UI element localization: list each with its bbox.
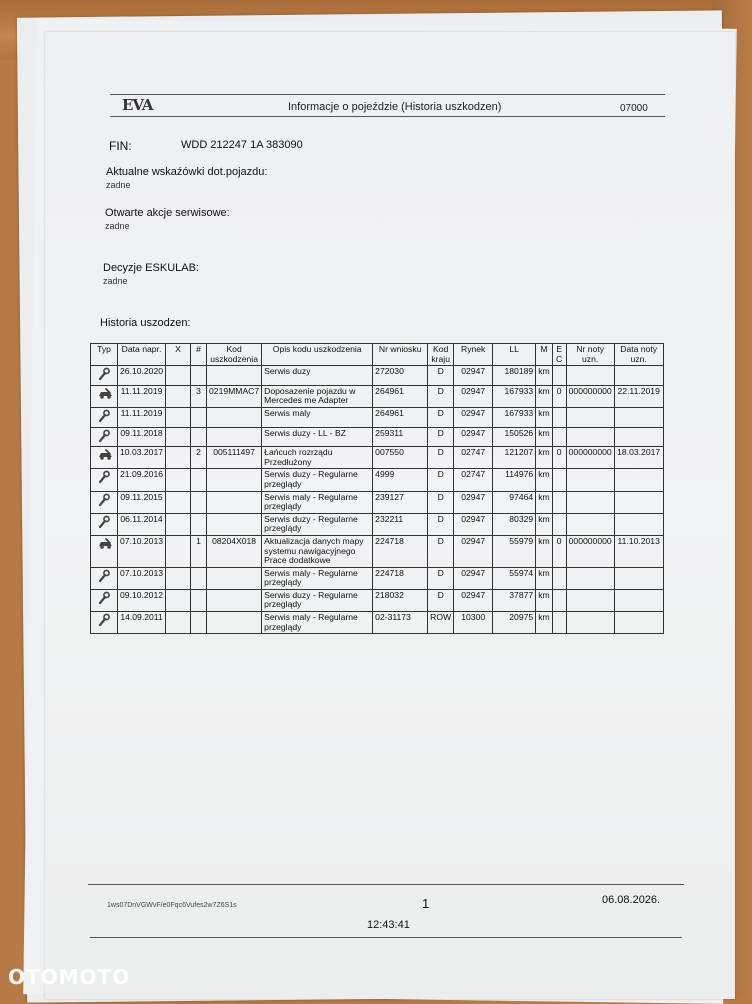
wrench-icon xyxy=(97,613,111,627)
cell-datanoty xyxy=(614,469,663,491)
cell-rynek: 02747 xyxy=(454,469,493,491)
cell-nr: 224718 xyxy=(373,535,428,567)
row-type-cell xyxy=(91,589,118,611)
cell-ec xyxy=(552,513,566,535)
cell-n xyxy=(191,407,207,427)
cell-x xyxy=(166,491,191,513)
cell-m: km xyxy=(536,612,552,634)
footer-bottom-rule xyxy=(90,937,682,938)
cell-rynek: 02947 xyxy=(454,491,493,513)
cell-nota xyxy=(566,366,614,386)
cell-data: 11.11.2019 xyxy=(118,385,166,407)
otomoto-watermark: OTOMOTO xyxy=(8,965,131,989)
cell-ec xyxy=(552,589,566,611)
row-type-cell xyxy=(91,612,118,634)
cell-ec xyxy=(552,469,566,491)
cell-datanoty: 22.11.2019 xyxy=(614,385,663,407)
cell-nota: 000000000 xyxy=(566,447,614,469)
cell-ec xyxy=(552,567,566,589)
cell-m: km xyxy=(536,513,552,535)
document-id: 1ws07DnVGWvF/e0Fqc6Vufes2w7Z6S1s xyxy=(107,902,237,909)
cell-opis: Serwis maly xyxy=(262,407,373,427)
cell-ll: 180189 xyxy=(493,366,536,386)
cell-ll: 55979 xyxy=(493,535,536,567)
table-row xyxy=(91,366,664,386)
cell-m: km xyxy=(536,447,552,469)
col-m: M xyxy=(536,344,552,366)
cell-opis: Serwis maly - Regularne przeglądy xyxy=(262,612,373,634)
cell-kraj: D xyxy=(428,366,454,386)
cell-rynek: 02947 xyxy=(454,427,493,447)
cell-kraj: D xyxy=(428,385,454,407)
cell-x xyxy=(166,385,191,407)
header-bottom-rule xyxy=(110,116,665,117)
cell-data: 21.09.2016 xyxy=(118,469,166,491)
fin-value: WDD 212247 1A 383090 xyxy=(181,139,303,151)
table-row xyxy=(91,491,664,513)
cell-x xyxy=(166,589,191,611)
wrench-icon xyxy=(97,515,111,529)
car-damage-icon xyxy=(97,448,111,462)
cell-nr: 224718 xyxy=(373,567,428,589)
wrench-icon xyxy=(97,429,111,443)
history-table xyxy=(90,343,664,634)
row-type-cell xyxy=(91,469,118,491)
table-row xyxy=(91,567,664,589)
cell-n xyxy=(191,513,207,535)
section-value-notes: zadne xyxy=(106,180,131,190)
cell-m: km xyxy=(536,366,552,386)
col-data: Data napr. xyxy=(118,344,166,366)
cell-datanoty xyxy=(614,589,663,611)
cell-rynek: 02947 xyxy=(454,366,493,386)
cell-opis: Doposazenie pojazdu w Mercedes me Adapter xyxy=(262,385,373,407)
cell-x xyxy=(166,447,191,469)
row-type-cell xyxy=(91,513,118,535)
table-row xyxy=(91,447,664,469)
cell-m: km xyxy=(536,535,552,567)
cell-ec: 0 xyxy=(552,447,566,469)
cell-nota xyxy=(566,427,614,447)
cell-nr: 007550 xyxy=(373,447,428,469)
cell-ec: 0 xyxy=(552,385,566,407)
cell-datanoty xyxy=(614,513,663,535)
cell-data: 09.10.2012 xyxy=(118,589,166,611)
cell-m: km xyxy=(536,427,552,447)
cell-x xyxy=(166,535,191,567)
footer-top-rule xyxy=(88,884,684,885)
cell-kraj: D xyxy=(428,567,454,589)
history-label: Historia uszodzen: xyxy=(100,317,191,329)
cell-kod xyxy=(207,366,262,386)
cell-nota: 000000000 xyxy=(566,535,614,567)
cell-rynek: 02947 xyxy=(454,513,493,535)
cell-x xyxy=(166,612,191,634)
cell-m: km xyxy=(536,385,552,407)
col-kod-kraju: Kod kraju xyxy=(428,344,454,366)
history-table-body xyxy=(91,366,664,634)
cell-datanoty xyxy=(614,366,663,386)
cell-opis: Aktualizacja danych mapy systemu nawigacyjnego Prace dodatkowe xyxy=(262,535,373,567)
cell-opis: Serwis duzy - Regularne przeglądy xyxy=(262,469,373,491)
wrench-icon xyxy=(97,470,111,484)
cell-x xyxy=(166,407,191,427)
cell-rynek: 02947 xyxy=(454,407,493,427)
section-label-notes: Aktualne wskaźówki dot.pojazdu: xyxy=(106,166,268,178)
table-row xyxy=(91,612,664,634)
cell-n xyxy=(191,589,207,611)
cell-kod: 005111497 xyxy=(207,447,262,469)
col-typ: Typ xyxy=(91,344,118,366)
section-value-service-actions: zadne xyxy=(105,221,130,231)
cell-kod xyxy=(207,427,262,447)
cell-rynek: 02947 xyxy=(454,567,493,589)
cell-kraj: D xyxy=(428,513,454,535)
cell-ll: 37877 xyxy=(493,589,536,611)
car-damage-icon xyxy=(97,537,111,551)
cell-ll: 55974 xyxy=(493,567,536,589)
header-top-rule xyxy=(110,94,665,95)
cell-opis: Serwis maly - Regularne przeglądy xyxy=(262,567,373,589)
cell-kod xyxy=(207,567,262,589)
col-ec: E C xyxy=(552,344,566,366)
col-nr-noty: Nr noty uzn. xyxy=(566,344,614,366)
cell-rynek: 02947 xyxy=(454,589,493,611)
cell-nr: 4999 xyxy=(373,469,428,491)
col-ll: LL xyxy=(493,344,536,366)
document-code: 07000 xyxy=(620,103,648,114)
cell-nota xyxy=(566,407,614,427)
col-data-noty: Data noty uzn. xyxy=(614,344,663,366)
cell-ll: 150526 xyxy=(493,427,536,447)
row-type-cell xyxy=(91,447,118,469)
col-number: # xyxy=(191,344,207,366)
cell-data: 06.11.2014 xyxy=(118,513,166,535)
cell-nota xyxy=(566,513,614,535)
cell-x xyxy=(166,366,191,386)
cell-datanoty xyxy=(614,567,663,589)
wrench-icon xyxy=(97,367,111,381)
cell-n xyxy=(191,366,207,386)
cell-nota xyxy=(566,612,614,634)
cell-data: 09.11.2018 xyxy=(118,427,166,447)
cell-n xyxy=(191,491,207,513)
cell-datanoty xyxy=(614,612,663,634)
row-type-cell xyxy=(91,366,118,386)
table-row xyxy=(91,469,664,491)
cell-ec: 0 xyxy=(552,535,566,567)
car-damage-icon xyxy=(97,387,111,401)
wrench-icon xyxy=(97,591,111,605)
cell-nr: 239127 xyxy=(373,491,428,513)
table-row xyxy=(91,427,664,447)
cell-ec xyxy=(552,612,566,634)
cell-n xyxy=(191,612,207,634)
table-header-row xyxy=(91,344,664,366)
print-date: 06.08.2026. xyxy=(602,894,661,906)
cell-nota: 000000000 xyxy=(566,385,614,407)
cell-ll: 121207 xyxy=(493,447,536,469)
cell-nota xyxy=(566,567,614,589)
cell-opis: Serwis duzy - Regularne przeglądy xyxy=(262,589,373,611)
cell-ll: 167933 xyxy=(493,385,536,407)
section-value-eskulab: zadne xyxy=(103,276,128,286)
cell-kod xyxy=(207,513,262,535)
table-row xyxy=(91,513,664,535)
cell-data: 09.11.2015 xyxy=(118,491,166,513)
cell-n xyxy=(191,427,207,447)
cell-kod: 0219MMAC7 xyxy=(207,385,262,407)
cell-datanoty: 18.03.2017 xyxy=(614,447,663,469)
cell-data: 07.10.2013 xyxy=(118,535,166,567)
row-type-cell xyxy=(91,407,118,427)
wrench-icon xyxy=(97,409,111,423)
cell-rynek: 02947 xyxy=(454,385,493,407)
document-title: Informacje o pojeździe (Historia uszkodzen) xyxy=(288,101,502,113)
row-type-cell xyxy=(91,427,118,447)
cell-nota xyxy=(566,469,614,491)
cell-ec xyxy=(552,427,566,447)
cell-kraj: D xyxy=(428,589,454,611)
cell-ll: 20975 xyxy=(493,612,536,634)
row-type-cell xyxy=(91,535,118,567)
cell-opis: Serwis duzy - LL - BZ xyxy=(262,427,373,447)
cell-ll: 167933 xyxy=(493,407,536,427)
cell-rynek: 02747 xyxy=(454,447,493,469)
cell-ec xyxy=(552,491,566,513)
cell-kraj: D xyxy=(428,491,454,513)
col-rynek: Rynek xyxy=(454,344,493,366)
cell-rynek: 10300 xyxy=(454,612,493,634)
table-row xyxy=(91,589,664,611)
cell-x xyxy=(166,469,191,491)
cell-m: km xyxy=(536,491,552,513)
eva-logo: EVA xyxy=(122,96,153,114)
cell-x xyxy=(166,427,191,447)
cell-ll: 97464 xyxy=(493,491,536,513)
table-row xyxy=(91,407,664,427)
row-type-cell xyxy=(91,491,118,513)
table-row xyxy=(91,385,664,407)
cell-kraj: D xyxy=(428,427,454,447)
cell-nr: 218032 xyxy=(373,589,428,611)
cell-kod xyxy=(207,469,262,491)
cell-kraj: ROW xyxy=(428,612,454,634)
cell-nr: 02-31173 xyxy=(373,612,428,634)
cell-opis: Serwis duzy - Regularne przeglądy xyxy=(262,513,373,535)
cell-n xyxy=(191,469,207,491)
cell-kod xyxy=(207,612,262,634)
cell-data: 11.11.2019 xyxy=(118,407,166,427)
wrench-icon xyxy=(97,493,111,507)
col-nr-wniosku: Nr wniosku xyxy=(373,344,428,366)
cell-kod xyxy=(207,491,262,513)
cell-data: 10.03.2017 xyxy=(118,447,166,469)
cell-n xyxy=(191,567,207,589)
print-time: 12:43:41 xyxy=(367,919,410,931)
cell-nota xyxy=(566,589,614,611)
cell-nota xyxy=(566,491,614,513)
cell-m: km xyxy=(536,469,552,491)
cell-datanoty xyxy=(614,491,663,513)
cell-x xyxy=(166,567,191,589)
section-label-eskulab: Decyzje ESKULAB: xyxy=(103,262,199,274)
cell-m: km xyxy=(536,589,552,611)
cell-data: 14.09.2011 xyxy=(118,612,166,634)
cell-kraj: D xyxy=(428,447,454,469)
fin-label: FIN: xyxy=(109,139,132,153)
cell-data: 07.10.2013 xyxy=(118,567,166,589)
cell-kod: 08204X018 xyxy=(207,535,262,567)
cell-kraj: D xyxy=(428,535,454,567)
page-number: 1 xyxy=(422,896,430,911)
cell-kraj: D xyxy=(428,407,454,427)
cell-m: km xyxy=(536,407,552,427)
cell-kod xyxy=(207,407,262,427)
cell-opis: Serwis maly - Regularne przeglądy xyxy=(262,491,373,513)
cell-nr: 259311 xyxy=(373,427,428,447)
section-label-service-actions: Otwarte akcje serwisowe: xyxy=(105,207,230,219)
cell-opis: Łańcuch rozrządu Przedłużony xyxy=(262,447,373,469)
cell-x xyxy=(166,513,191,535)
cell-kraj: D xyxy=(428,469,454,491)
cell-datanoty xyxy=(614,427,663,447)
cell-n: 1 xyxy=(191,535,207,567)
cell-nr: 264961 xyxy=(373,407,428,427)
cell-nr: 232211 xyxy=(373,513,428,535)
cell-ec xyxy=(552,407,566,427)
cell-ll: 114976 xyxy=(493,469,536,491)
row-type-cell xyxy=(91,567,118,589)
table-row xyxy=(91,535,664,567)
wrench-icon xyxy=(97,569,111,583)
cell-n: 2 xyxy=(191,447,207,469)
col-opis: Opis kodu uszkodzenia xyxy=(262,344,373,366)
row-type-cell xyxy=(91,385,118,407)
cell-kod xyxy=(207,589,262,611)
col-x: X xyxy=(166,344,191,366)
cell-datanoty: 11.10.2013 xyxy=(614,535,663,567)
cell-nr: 272030 xyxy=(373,366,428,386)
cell-n: 3 xyxy=(191,385,207,407)
cell-data: 26.10.2020 xyxy=(118,366,166,386)
cell-ec xyxy=(552,366,566,386)
cell-nr: 264961 xyxy=(373,385,428,407)
cell-rynek: 02947 xyxy=(454,535,493,567)
col-kod: Kod uszkodzenia xyxy=(207,344,262,366)
cell-datanoty xyxy=(614,407,663,427)
cell-m: km xyxy=(536,567,552,589)
cell-opis: Serwis duzy xyxy=(262,366,373,386)
cell-ll: 80329 xyxy=(493,513,536,535)
